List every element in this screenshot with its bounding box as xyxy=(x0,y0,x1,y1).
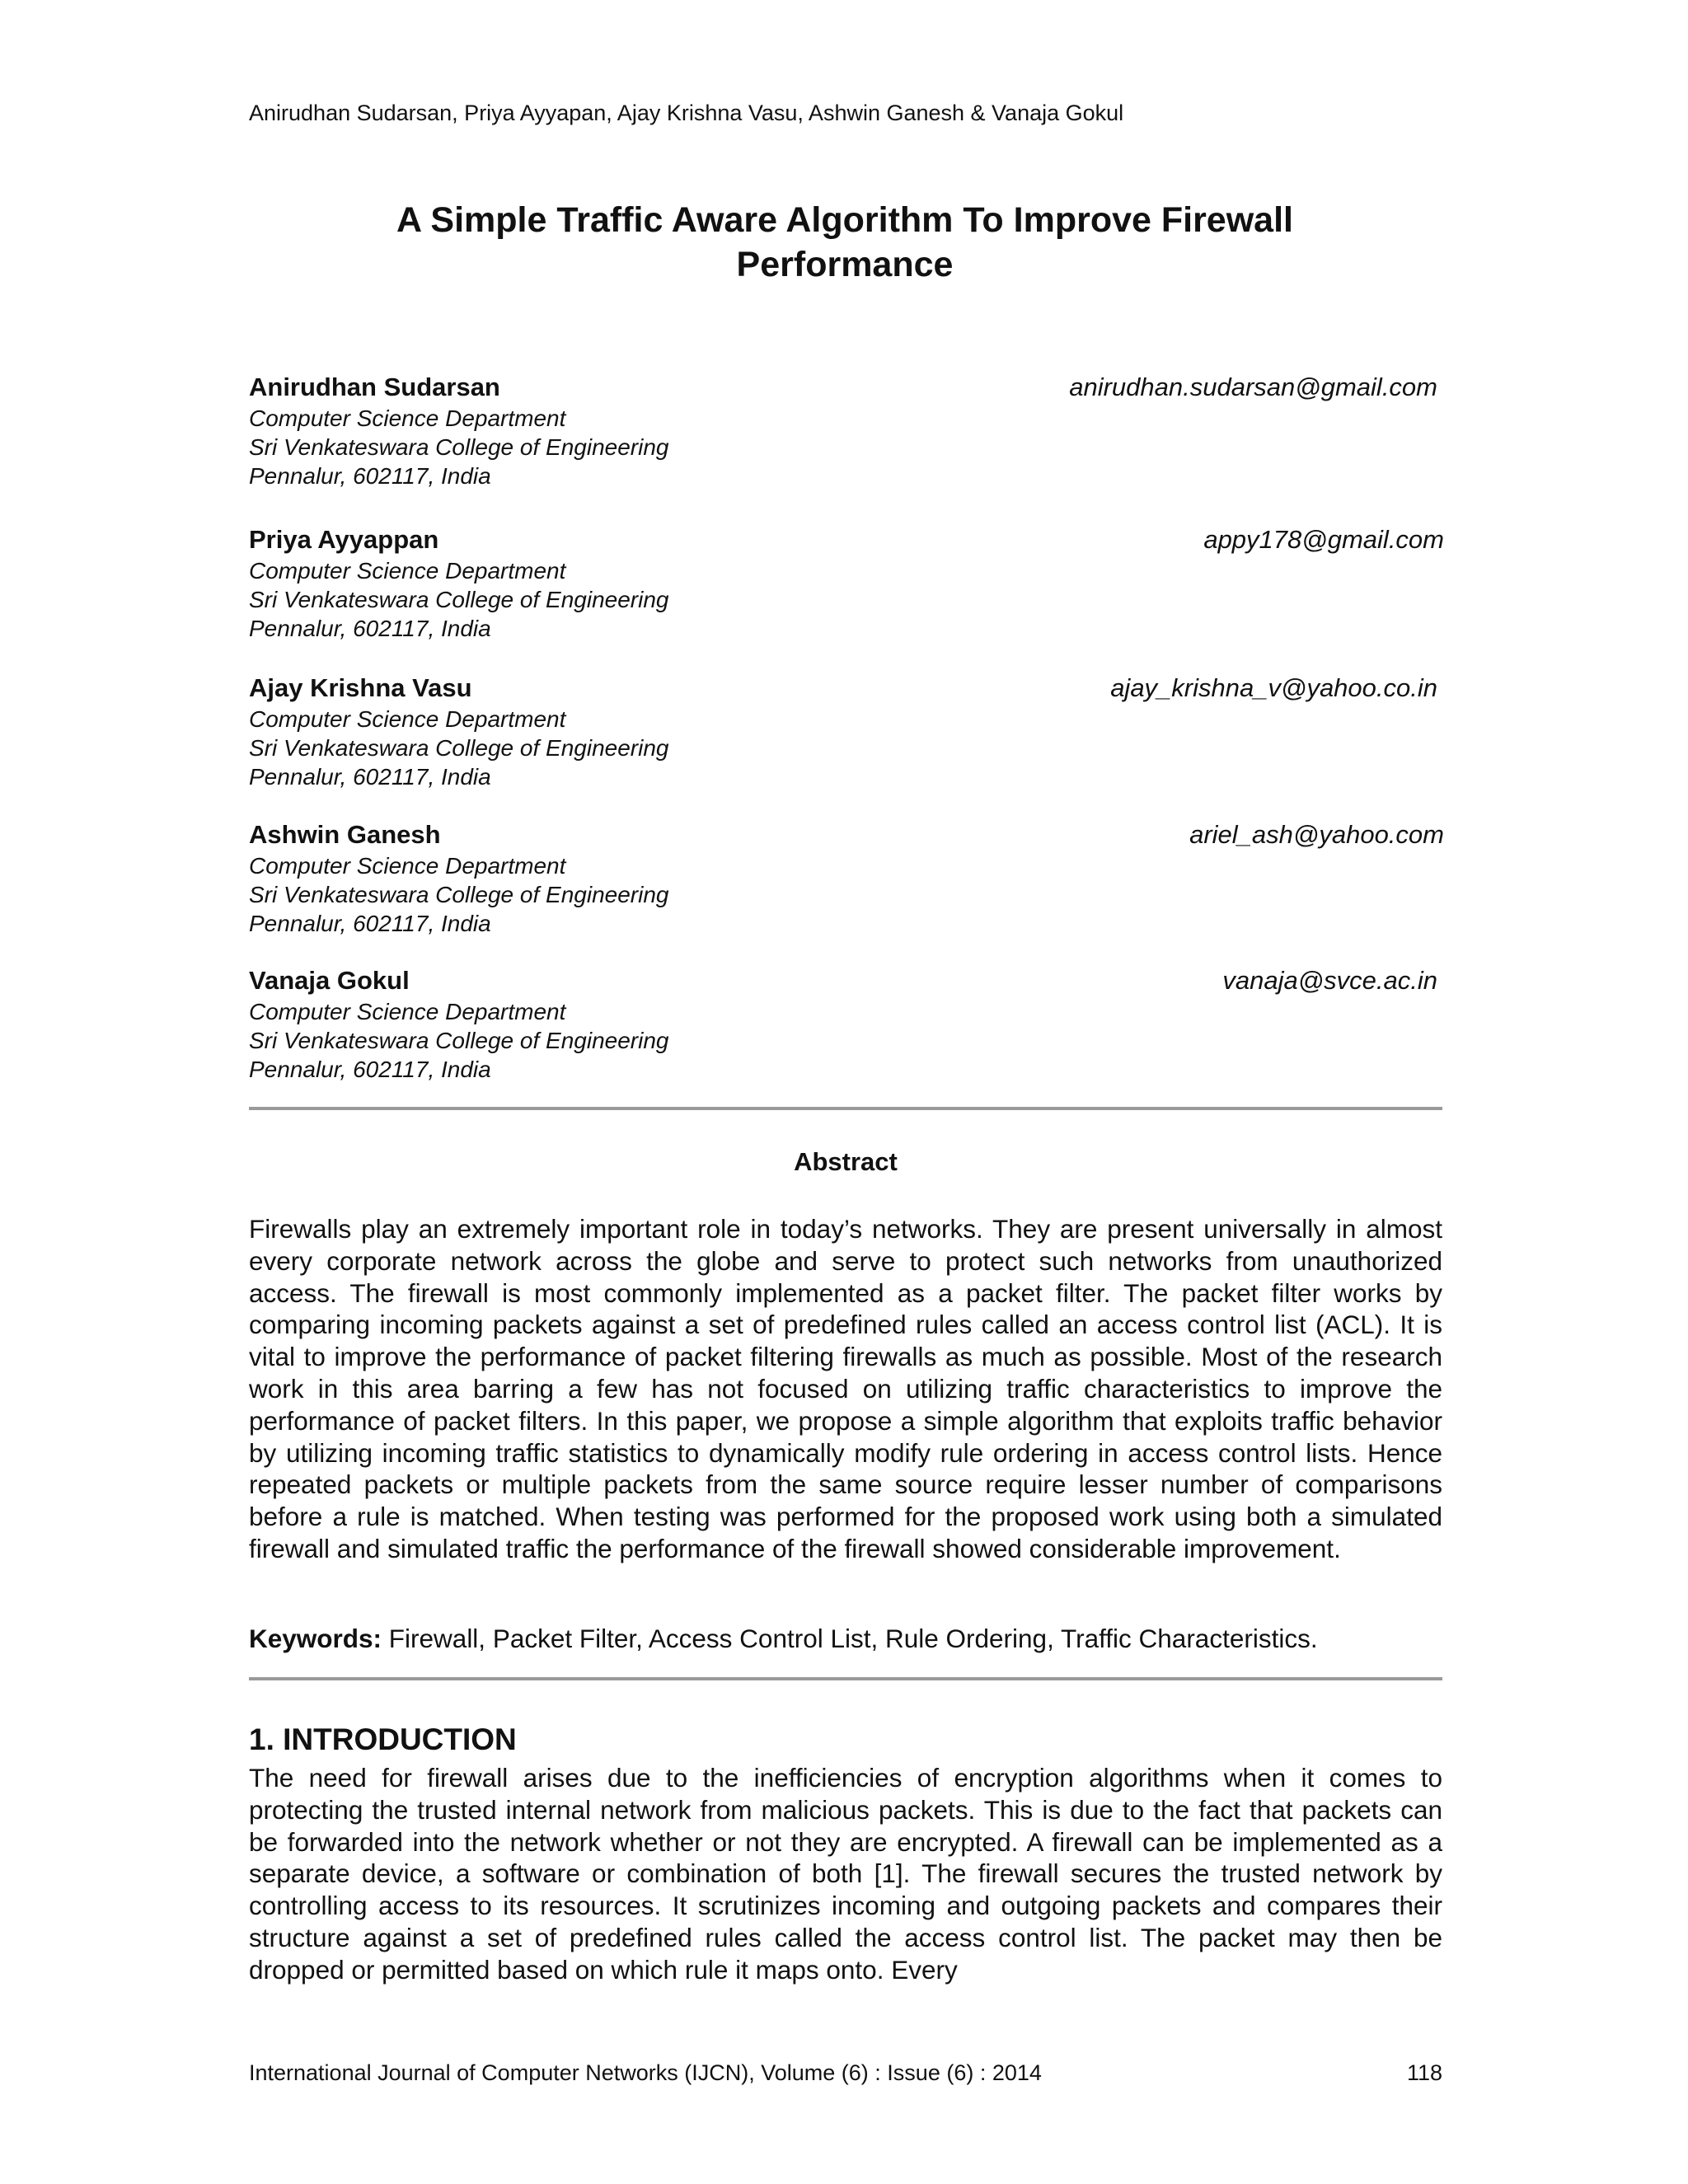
author-email[interactable]: ariel_ash@yahoo.com xyxy=(1189,820,1444,849)
author-address: Pennalur, 602117, India xyxy=(249,616,491,641)
title-line-2: Performance xyxy=(736,245,954,284)
author-email[interactable]: anirudhan.sudarsan@gmail.com xyxy=(1069,373,1437,401)
keywords-text: Firewall, Packet Filter, Access Control List, Rule Ordering, Traffic Characteristics. xyxy=(382,1624,1318,1653)
running-header: Anirudhan Sudarsan, Priya Ayyapan, Ajay Krishna Vasu, Ashwin Ganesh & Vanaja Gokul xyxy=(249,101,1124,125)
author-department: Computer Science Department xyxy=(249,853,566,879)
author-address: Pennalur, 602117, India xyxy=(249,1057,491,1082)
author-block xyxy=(249,523,1444,643)
author-college: Sri Venkateswara College of Engineering xyxy=(249,587,669,612)
author-address: Pennalur, 602117, India xyxy=(249,911,491,936)
author-block xyxy=(249,371,1444,490)
keywords-label: Keywords: xyxy=(249,1624,382,1653)
author-email[interactable]: ajay_krishna_v@yahoo.co.in xyxy=(1110,673,1437,702)
introduction-text: The need for firewall arises due to the inefficiencies of encryption algorithms when it comes to protecting the trusted internal network from malicious packets. This is due to the fact that packets can be forwarded into the network whether or not they are encrypted. A firewall can be implemented as a separate device, a software or combination of both [1]. The firewall secures the trusted network by controlling access to its resources. It scrutinizes incoming and outgoing packets and compares their structure against a set of predefined rules called the access control list. The packet may then be dropped or permitted based on which rule it maps onto. Every xyxy=(249,1763,1442,1985)
page-number: 118 xyxy=(1406,2060,1442,2085)
author-college: Sri Venkateswara College of Engineering xyxy=(249,882,669,907)
author-address: Pennalur, 602117, India xyxy=(249,463,491,489)
author-name: Ajay Krishna Vasu xyxy=(249,673,472,702)
author-name: Anirudhan Sudarsan xyxy=(249,373,500,401)
divider xyxy=(249,1107,1442,1110)
author-department: Computer Science Department xyxy=(249,999,566,1024)
abstract-text: Firewalls play an extremely important role in today’s networks. They are present universally in almost every corporate network across the globe and serve to protect such networks from unauthorized access. The firewall is most commonly implemented as a packet filter. The packet filter works by comparing incoming packets against a set of predefined rules called an access control list (ACL). It is vital to improve the performance of packet filtering firewalls as much as possible. Most of the research work in this area barring a few has not focused on utilizing traffic characteristics to improve the performance of packet filters. In this paper, we propose a simple algorithm that exploits traffic behavior by utilizing incoming traffic statistics to dynamically modify rule ordering in access control lists. Hence repeated packets or multiple packets from the same source require lesser number of comparisons before a rule is matched. When testing was performed for the proposed work using both a simulated firewall and simulated traffic the performance of the firewall showed considerable improvement. xyxy=(249,1214,1442,1563)
author-college: Sri Venkateswara College of Engineering xyxy=(249,735,669,761)
author-address: Pennalur, 602117, India xyxy=(249,764,491,790)
keywords xyxy=(249,1624,1442,1654)
author-block xyxy=(249,672,1444,791)
author-name: Vanaja Gokul xyxy=(249,966,410,995)
author-college: Sri Venkateswara College of Engineering xyxy=(249,434,669,460)
divider xyxy=(249,1677,1442,1680)
abstract-heading: Abstract xyxy=(794,1147,898,1176)
author-name: Ashwin Ganesh xyxy=(249,820,441,849)
author-department: Computer Science Department xyxy=(249,558,566,583)
author-college: Sri Venkateswara College of Engineering xyxy=(249,1028,669,1053)
author-department: Computer Science Department xyxy=(249,405,566,431)
section-heading: 1. INTRODUCTION xyxy=(249,1722,517,1756)
page-footer xyxy=(249,2060,1442,2086)
journal-citation: International Journal of Computer Networks (IJCN), Volume (6) : Issue (6) : 2014 xyxy=(249,2060,1042,2085)
author-email[interactable]: appy178@gmail.com xyxy=(1203,525,1444,554)
author-name: Priya Ayyappan xyxy=(249,525,439,554)
author-email[interactable]: vanaja@svce.ac.in xyxy=(1222,966,1437,995)
author-department: Computer Science Department xyxy=(249,706,566,732)
author-block xyxy=(249,818,1444,938)
title-line-1: A Simple Traffic Aware Algorithm To Improve Firewall xyxy=(396,200,1293,240)
paper-title xyxy=(247,198,1442,287)
author-block xyxy=(249,964,1444,1084)
